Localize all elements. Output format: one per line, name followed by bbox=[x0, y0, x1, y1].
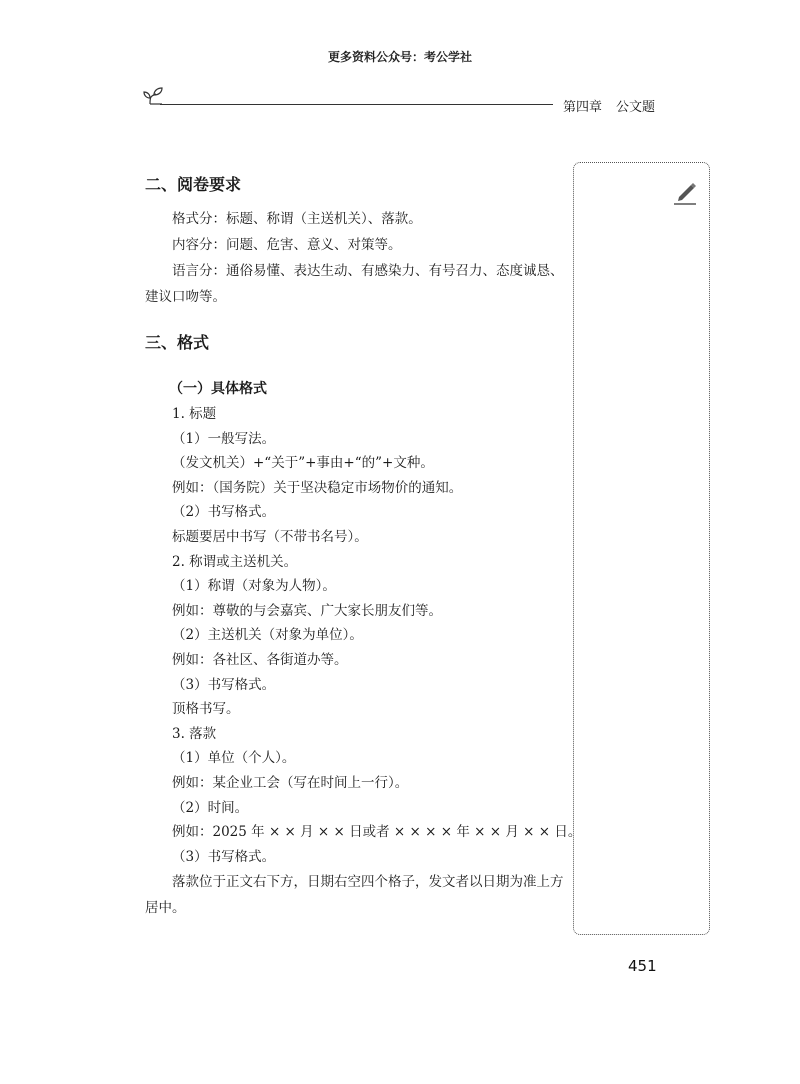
page-number: 451 bbox=[628, 957, 657, 975]
list-item: （2）主送机关（对象为单位）。 bbox=[172, 627, 363, 644]
pencil-icon bbox=[672, 176, 698, 206]
chapter-number: 第四章 bbox=[563, 100, 603, 115]
paragraph: 内容分：问题、危害、意义、对策等。 bbox=[172, 237, 402, 253]
list-item: （2）书写格式。 bbox=[172, 504, 276, 521]
list-item: 例如：2025 年 × × 月 × × 日或者 × × × × 年 × × 月 × × 日。 bbox=[172, 824, 582, 841]
notes-box bbox=[573, 162, 710, 935]
list-item: （1）称谓（对象为人物）。 bbox=[172, 578, 336, 595]
chapter-header bbox=[563, 96, 669, 115]
paragraph: 语言分：通俗易懂、表达生动、有感染力、有号召力、态度诚恳、建议口吻等。 bbox=[145, 263, 564, 305]
paragraph: 格式分：标题、称谓（主送机关）、落款。 bbox=[172, 211, 422, 227]
sprout-icon bbox=[142, 86, 170, 106]
main-content bbox=[145, 170, 582, 921]
header-rule bbox=[160, 104, 553, 105]
subsection-title: （一）具体格式 bbox=[169, 381, 267, 397]
list-item: 1. 标题 bbox=[172, 406, 217, 422]
list-item: （发文机关）+“关于”+事由+“的”+文种。 bbox=[172, 455, 434, 472]
list-item: （3）书写格式。 bbox=[172, 676, 276, 693]
list-item: 3. 落款 bbox=[172, 725, 217, 742]
paragraph: 落款位于正文右下方，日期右空四个格子，发文者以日期为准上方居中。 bbox=[145, 874, 564, 917]
list-item: 2. 称谓或主送机关。 bbox=[172, 553, 298, 570]
list-item: 例如：尊敬的与会嘉宾、广大家长朋友们等。 bbox=[172, 602, 442, 619]
list-item: （1）单位（个人）。 bbox=[172, 750, 296, 767]
list-item: （3）书写格式。 bbox=[172, 848, 276, 865]
list-item: （2）时间。 bbox=[172, 799, 249, 816]
list-item: 例如：各社区、各街道办等。 bbox=[172, 651, 348, 668]
list-item: 顶格书写。 bbox=[172, 701, 240, 718]
list-item: 例如：某企业工会（写在时间上一行）。 bbox=[172, 774, 409, 791]
section-title-format: 三、格式 bbox=[145, 333, 210, 352]
list-item: 标题要居中书写（不带书名号）。 bbox=[172, 528, 368, 545]
list-item: （1）一般写法。 bbox=[172, 430, 276, 447]
top-note: 更多资料公众号：考公学社 bbox=[327, 50, 472, 64]
list-item: 例如：（国务院）关于坚决稳定市场物价的通知。 bbox=[172, 479, 463, 496]
chapter-title: 公文题 bbox=[616, 100, 656, 115]
section-title-requirements: 二、阅卷要求 bbox=[145, 175, 242, 194]
